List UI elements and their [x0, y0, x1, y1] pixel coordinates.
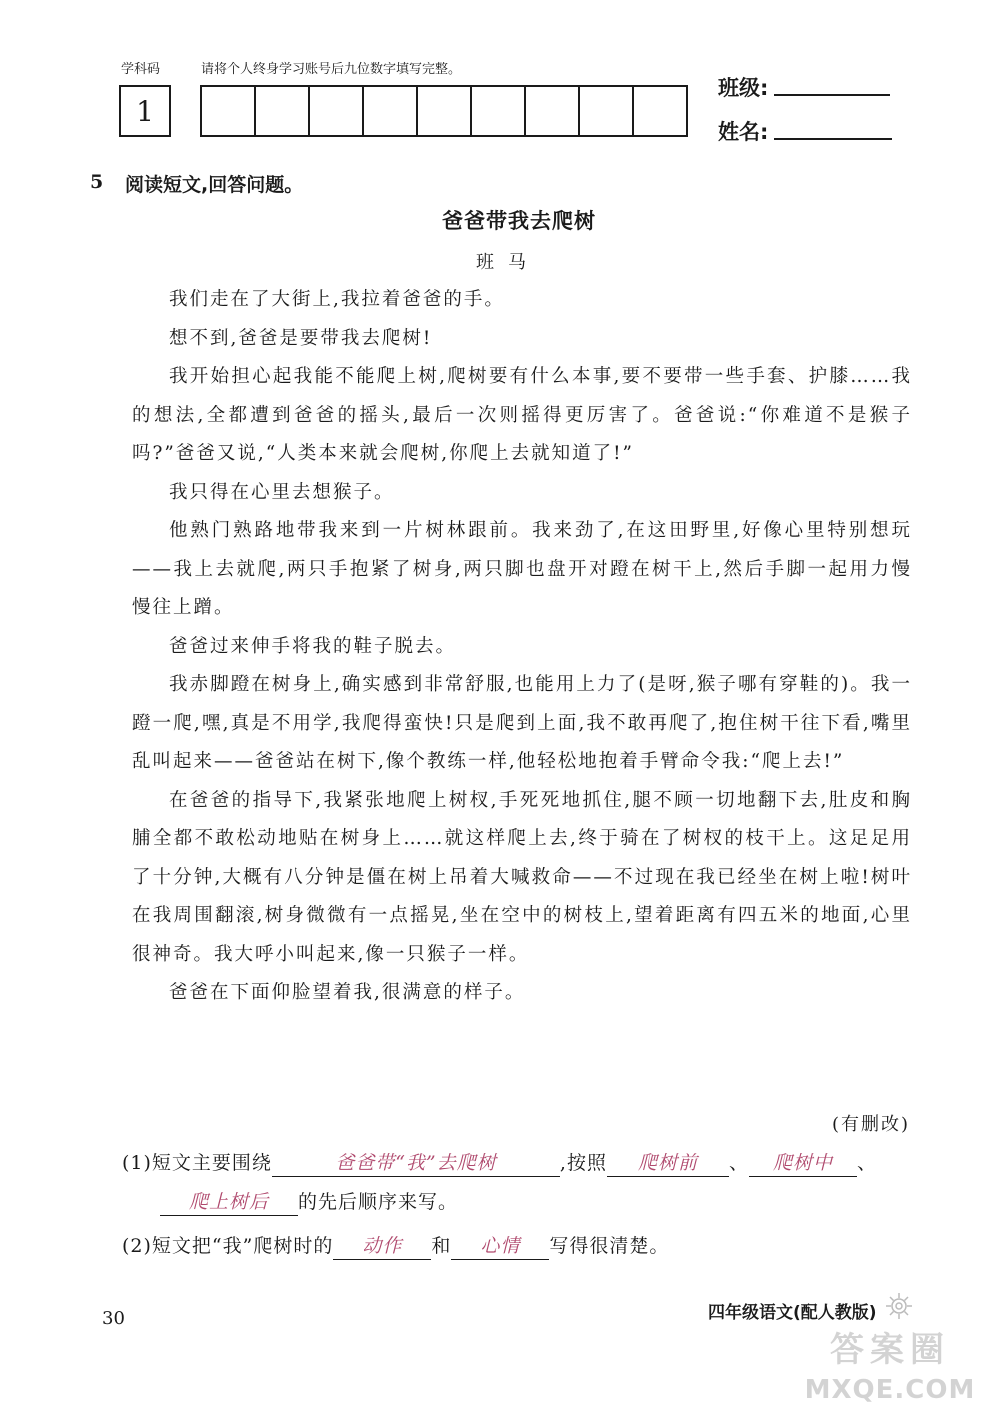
- article-paragraph: 爸爸在下面仰脸望着我,很满意的样子。: [169, 982, 526, 1003]
- answer-blank-topic[interactable]: 爸爸带“我”去爬树: [272, 1150, 560, 1177]
- article-paragraph: 我们走在了大街上,我拉着爸爸的手。: [169, 289, 505, 310]
- article-paragraph: 他熟门熟路地带我来到一片树林跟前。我来劲了,在这田野里,好像心里特别想玩——我上去就爬,两只手抱紧了树身,两只脚也盘开对蹬在树干上,然后手脚一起用力慢慢往上蹭。: [132, 520, 912, 618]
- separator: 、: [728, 1152, 749, 1174]
- account-digit-box[interactable]: [418, 87, 472, 135]
- account-digit-boxes[interactable]: [200, 85, 688, 137]
- sub-question-2-mid: 和: [431, 1235, 452, 1257]
- watermark-url: MXQE.COM: [804, 1375, 976, 1405]
- sub-question-1: [122, 1148, 877, 1177]
- article-paragraph: 我赤脚蹬在树身上,确实感到非常舒服,也能用上力了(是呀,猴子哪有穿鞋的)。我一蹬一爬,嘿,真是不用学,我爬得蛮快!只是爬到上面,我不敢再爬了,抱住树干往下看,嘴里乱叫起来——爸爸站在树下,像个教练一样,他轻松地抱着手臂命令我:“爬上去!”: [132, 674, 912, 772]
- account-digit-box[interactable]: [634, 87, 686, 135]
- account-digit-box[interactable]: [310, 87, 364, 135]
- class-label: 班级:: [718, 76, 769, 100]
- article-paragraph: 我开始担心起我能不能爬上树,爬树要有什么本事,要不要带一些手套、护膝……我的想法,全都遭到爸爸的摇头,最后一次则摇得更厉害了。爸爸说:“你难道不是猴子吗?”爸爸又说,“人类本来就会爬树,你爬上去就知道了!”: [132, 366, 912, 464]
- account-digit-box[interactable]: [526, 87, 580, 135]
- answer-blank-order-3[interactable]: 爬上树后: [160, 1189, 298, 1216]
- account-digit-box[interactable]: [256, 87, 310, 135]
- answer-blank-action[interactable]: 动作: [333, 1233, 431, 1260]
- answer-blank-order-1[interactable]: 爬树前: [607, 1150, 729, 1177]
- watermark: [790, 1325, 990, 1410]
- sub-question-1-continued: [160, 1187, 458, 1216]
- page-number: 30: [102, 1308, 125, 1329]
- article-author: 班马: [476, 252, 540, 273]
- article-paragraph: 想不到,爸爸是要带我去爬树!: [169, 327, 433, 349]
- account-digit-box[interactable]: [580, 87, 634, 135]
- sub-question-2-suffix: 写得很清楚。: [549, 1235, 670, 1257]
- sub-question-1-suffix: 的先后顺序来写。: [298, 1191, 459, 1213]
- separator: 、: [856, 1152, 877, 1174]
- account-digit-box[interactable]: [472, 87, 526, 135]
- account-digit-box[interactable]: [364, 87, 418, 135]
- gear-icon: [884, 1291, 914, 1321]
- article-title: 爸爸带我去爬树: [442, 209, 596, 233]
- sub-question-2-prefix: (2)短文把“我”爬树时的: [122, 1235, 334, 1257]
- subject-code-box: [119, 85, 171, 137]
- sub-question-1-mid: ,按照: [559, 1152, 607, 1174]
- answer-blank-order-2[interactable]: 爬树中: [749, 1150, 857, 1177]
- answer-blank-feeling[interactable]: 心情: [451, 1233, 549, 1260]
- account-instruction: 请将个人终身学习账号后九位数字填写完整。: [201, 62, 462, 77]
- account-digit-box[interactable]: [202, 87, 256, 135]
- book-title: 四年级语文(配人教版): [708, 1303, 877, 1323]
- sub-question-2: [122, 1231, 669, 1260]
- article-paragraph: 我只得在心里去想猴子。: [169, 481, 395, 503]
- subject-code-label: 学科码: [121, 62, 161, 77]
- question-instruction: 阅读短文,回答问题。: [125, 174, 304, 196]
- article-paragraph: 爸爸过来伸手将我的鞋子脱去。: [169, 635, 457, 657]
- source-note: (有删改): [831, 1114, 910, 1135]
- watermark-logo: 答案圈: [830, 1330, 950, 1370]
- question-number: 5: [90, 171, 104, 193]
- subject-code-value: 1: [136, 94, 154, 128]
- article-body: [132, 281, 912, 1013]
- name-field[interactable]: [774, 138, 892, 140]
- article-paragraph: 在爸爸的指导下,我紧张地爬上树杈,手死死地抓住,腿不顾一切地翻下去,肚皮和胸脯全都不敢松动地贴在树身上……就这样爬上去,终于骑在了树杈的枝干上。这足足用了十分钟,大概有八分钟是僵在树上吊着大喊救命——不过现在我已经坐在树上啦!树叶在我周围翻滚,树身微微有一点摇晃,坐在空中的树枝上,望着距离有四五米的地面,心里很神奇。我大呼小叫起来,像一只猴子一样。: [132, 789, 912, 965]
- class-field[interactable]: [774, 94, 890, 96]
- name-label: 姓名:: [718, 120, 769, 144]
- sub-question-1-prefix: (1)短文主要围绕: [122, 1152, 272, 1174]
